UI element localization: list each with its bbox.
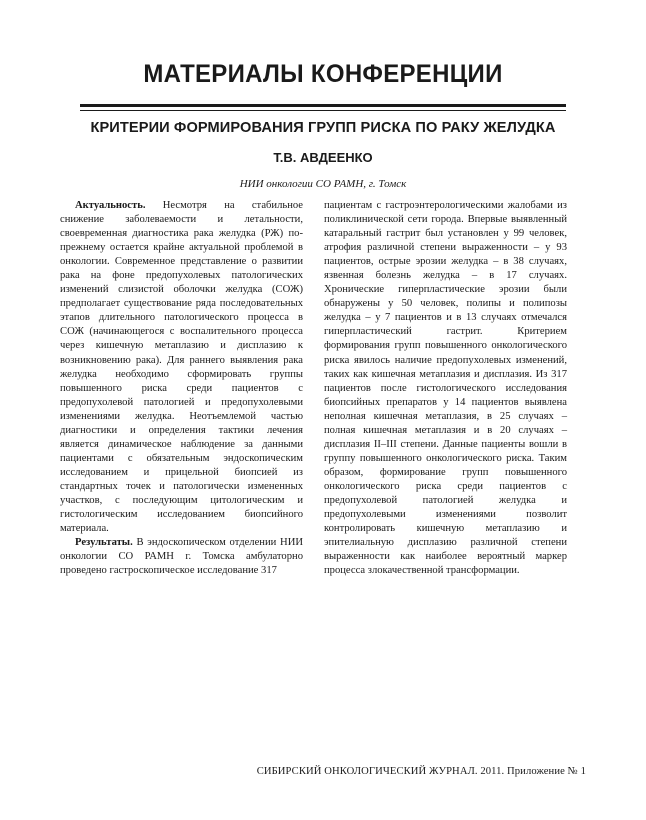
paragraph-results <box>60 536 303 578</box>
results-heading: Результаты. <box>75 537 133 549</box>
relevance-heading: Актуальность. <box>75 200 146 211</box>
text-column-left <box>60 199 303 578</box>
text-column-right <box>324 199 567 578</box>
article-affiliation: НИИ онкологии СО РАМН, г. Томск <box>239 178 407 190</box>
relevance-text: Несмотря на стабильное снижение заболеваемости и летальности, своевременная диагностика рака желудка (РЖ) по-прежнему остается крайне актуальной проблемой в онкологии. Современное представление о развитии рака на фоне предопухолевых патологических изменений слизистой оболочки желудка (СОЖ) предполагает существование ряда последовательных этапов длительного патологического процесса в СОЖ (начинающегося с воспалительного процесса через кишечную метаплазию и дисплазию к возникновению рака). Для раннего выявления рака желудка необходимо сформировать группы повышенного риска среди пациентов с предопухолевой патологией и предопухолевыми изменениями желудка. Неотъемлемой частью диагностики и определения тактики лечения является динамическое наблюдение за данными пациентами с обязательным эндоскопическим исследованием и прицельной биопсией из стандартных точек и патологически измененных участков, с последующим цитологическим и гистологическим исследованием биопсийного материала. <box>60 200 303 535</box>
article-title: КРИТЕРИИ ФОРМИРОВАНИЯ ГРУПП РИСКА ПО РАКУ ЖЕЛУДКА <box>90 120 556 136</box>
results-text: В эндоскопическом отделении НИИ онкологии СО РАМН г. Томска амбулаторно проведено гастроскопическое исследование 317 <box>60 537 303 577</box>
header-rule-thick <box>80 104 566 107</box>
header-rule-thin <box>80 110 566 111</box>
journal-footer: СИБИРСКИЙ ОНКОЛОГИЧЕСКИЙ ЖУРНАЛ. 2011. Приложение № 1 <box>256 766 586 777</box>
article-body-flow <box>60 199 303 578</box>
section-header: МАТЕРИАЛЫ КОНФЕРЕНЦИИ <box>143 60 503 88</box>
paragraph-relevance <box>60 199 303 536</box>
paragraph-results-continued: пациентам с гастроэнтерологическими жалобами из поликлинической сети города. Впервые выявленный катаральный гастрит был установлен у 99 человек, атрофия различной степени выраженности – у 93 пациентов, острые эрозии желудка – в 38 случаях, язвенная болезнь желудка – в 17 случаях. Хронические гиперпластические эрозии были обнаружены у 50 человек, полипы и полипозы желудка – у 7 пациентов и в 13 случаях отмечался гиперпластический гастрит. Критерием формирования групп повышенного онкологического риска явилось наличие предопухолевых изменений, таких как кишечная метаплазия и дисплазия. Из 317 пациентов после гистологического исследования биопсийных препаратов у 14 пациентов выявлена неполная кишечная метаплазия, в 25 случаях – полная кишечная метаплазия и в 20 случаях – дисплазия II–III степени. Данные пациенты вошли в группу повышенного онкологического риска. Таким образом, формирование групп повышенного онкологического риска среди пациентов с предопухолевой патологией желудка и предопухолевыми изменениями позволит контролировать кишечную метаплазию и эпителиальную дисплазию различной степени выраженности как наиболее вероятный маркер процесса злокачественной трансформации. <box>324 200 567 577</box>
article-authors: Т.В. АВДЕЕНКО <box>273 150 373 165</box>
